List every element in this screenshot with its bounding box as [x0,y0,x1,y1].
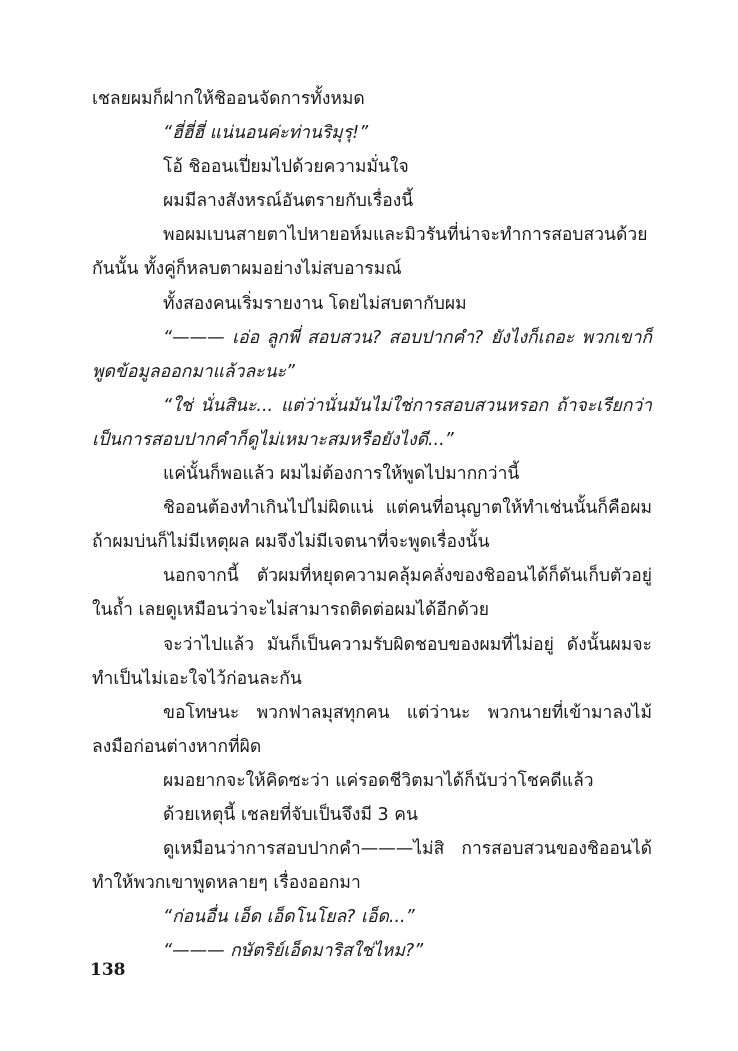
page-number: 138 [90,960,126,980]
body-text [92,82,652,968]
paragraph-4: ผมมีลางสังหรณ์อันตรายกับเรื่องนี้ [163,191,414,212]
paragraph-17: “ก่อนอื่น เอ็ด เอ็ดโนโยล? เอ็ด...” [163,907,415,928]
paragraph-3: โอ้ ชิออนเปี่ยมไปด้วยความมั่นใจ [163,157,409,178]
paragraph-14: ผมอยากจะให้คิดซะว่า แค่รอดชีวิตมาได้ก็นับว่าโชคดีแล้ว [163,770,594,791]
paragraph-9: แค่นั้นก็พอแล้ว ผมไม่ต้องการให้พูดไปมากกว่านี้ [163,464,520,485]
paragraph-13: ขอโทษนะ พวกฟาลมุสทุกคน แต่ว่านะ พวกนายที่เข้ามาลงไม้ลงมือก่อนต่างหากที่ผิด [92,702,652,757]
paragraph-10: ชิออนต้องทำเกินไปไม่ผิดแน่ แต่คนที่อนุญาตให้ทำเช่นนั้นก็คือผม ถ้าผมบ่นก็ไม่มีเหตุผล ผมจึงไม่มีเจตนาที่จะพูดเรื่องนั้น [92,498,652,553]
paragraph-16: ดูเหมือนว่าการสอบปากคำ———ไม่สิ การสอบสวนของชิออนได้ทำให้พวกเขาพูดหลายๆ เรื่องออกมา [92,839,652,894]
paragraph-5: พอผมเบนสายตาไปหายอห์มและมิวรันที่น่าจะทำการสอบสวนด้วยกันนั้น ทั้งคู่ก็หลบตาผมอย่างไม่สบอารมณ์ [92,225,648,280]
paragraph-8: “ใช่ นั่นสินะ... แต่ว่านั่นมันไม่ใช่การสอบสวนหรอก ถ้าจะเรียกว่าเป็นการสอบปากคำก็ดูไม่เหมาะสมหรือยังไงดี...” [92,395,652,450]
paragraph-1: เชลยผมก็ฝากให้ชิออนจัดการทั้งหมด [92,89,365,109]
paragraph-12: จะว่าไปแล้ว มันก็เป็นความรับผิดชอบของผมที่ไม่อยู่ ดังนั้นผมจะทำเป็นไม่เอะใจไว้ก่อนละกัน [92,634,652,689]
paragraph-6: ทั้งสองคนเริ่มรายงาน โดยไม่สบตากับผม [163,293,467,314]
paragraph-15: ด้วยเหตุนี้ เชลยที่จับเป็นจึงมี 3 คน [163,804,418,825]
paragraph-11: นอกจากนี้ ตัวผมที่หยุดความคลุ้มคลั่งของชิออนได้ก็ดันเก็บตัวอยู่ในถ้ำ เลยดูเหมือนว่าจะไม่สามารถติดต่อผมได้อีกด้วย [92,566,652,621]
paragraph-18: “——— กษัตริย์เอ็ดมาริสใช่ไหม?” [163,941,424,962]
paragraph-7: “——— เอ่อ ลูกพี่ สอบสวน? สอบปากคำ? ยังไงก็เถอะ พวกเขาก็พูดข้อมูลออกมาแล้วละนะ” [92,327,652,382]
paragraph-2: “ฮี่ฮี่ฮี่ แน่นอนค่ะท่านริมุรุ!” [163,123,369,144]
